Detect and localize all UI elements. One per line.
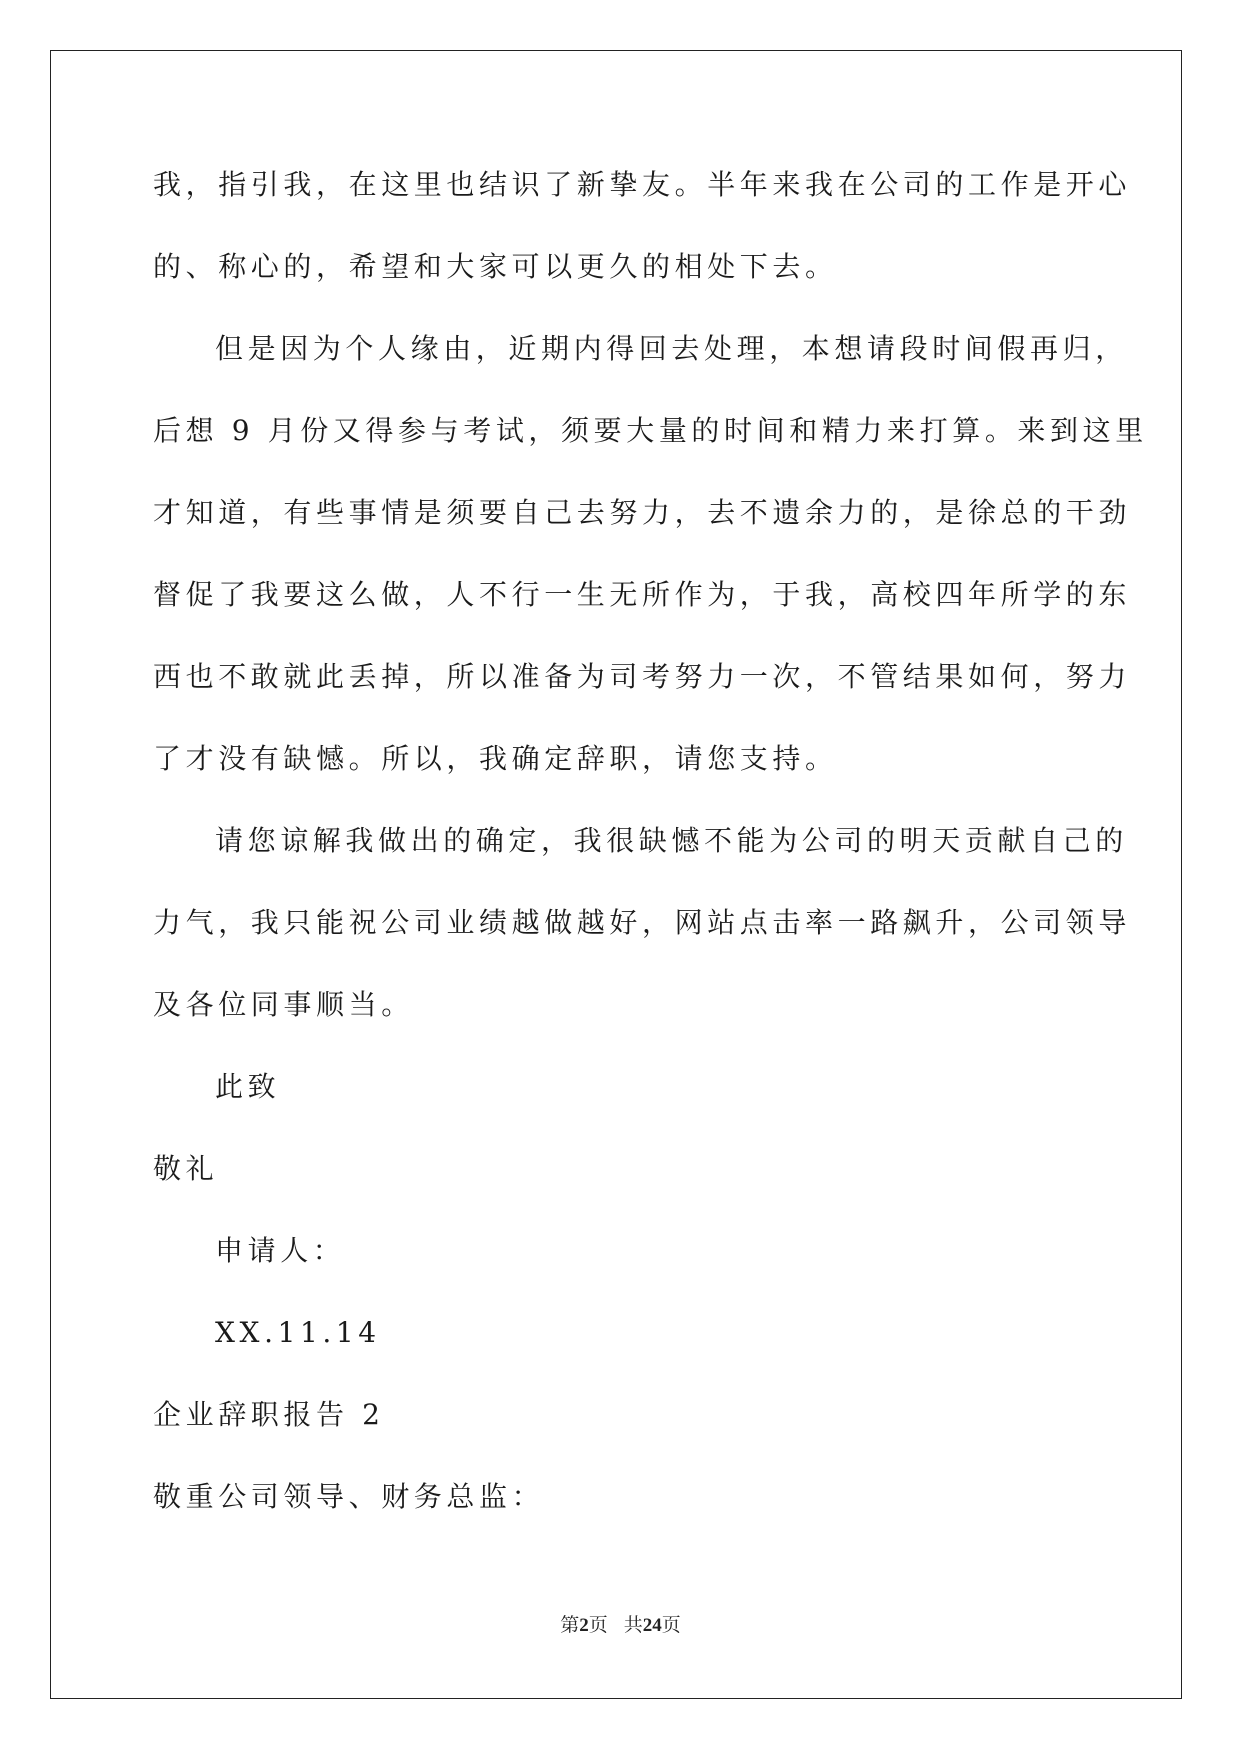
text-line: 但是因为个人缘由，近期内得回去处理，本想请段时间假再归， — [215, 332, 1128, 365]
letter-greeting: 敬重公司领导、财务总监： — [153, 1480, 545, 1513]
text-line: 的、称心的，希望和大家可以更久的相处下去。 — [153, 250, 838, 283]
footer-prefix: 第 — [560, 1615, 580, 1636]
text-line: 及各位同事顺当。 — [153, 988, 414, 1021]
total-pages: 24 — [642, 1615, 662, 1636]
closing-salutation: 此致 — [215, 1070, 281, 1103]
text-line: 力气，我只能祝公司业绩越做越好，网站点击率一路飙升，公司领导 — [153, 906, 1132, 939]
footer-page-suffix: 页 — [588, 1615, 608, 1636]
text-line: 我，指引我，在这里也结识了新挚友。半年来我在公司的工作是开心 — [153, 168, 1132, 201]
text-line: 后想 9 月份又得参与考试，须要大量的时间和精力来打算。来到这里 — [153, 414, 1148, 447]
text-line: 督促了我要这么做，人不行一生无所作为，于我，高校四年所学的东 — [153, 578, 1132, 611]
text-line: 请您谅解我做出的确定，我很缺憾不能为公司的明天贡献自己的 — [215, 824, 1128, 857]
document-body — [153, 160, 1148, 1554]
applicant-label: 申请人： — [215, 1234, 346, 1267]
section-title: 企业辞职报告 2 — [153, 1398, 385, 1431]
footer-total-prefix: 共 — [623, 1615, 643, 1636]
letter-date: XX.11.14 — [215, 1316, 381, 1349]
text-line: 西也不敢就此丢掉，所以准备为司考努力一次，不管结果如何，努力 — [153, 660, 1132, 693]
closing-regards: 敬礼 — [153, 1152, 219, 1185]
footer-total-suffix: 页 — [661, 1615, 681, 1636]
page-footer — [0, 1610, 1241, 1637]
text-line: 才知道，有些事情是须要自己去努力，去不遗余力的，是徐总的干劲 — [153, 496, 1132, 529]
text-line: 了才没有缺憾。所以，我确定辞职，请您支持。 — [153, 742, 838, 775]
page-number: 2 — [579, 1615, 589, 1636]
